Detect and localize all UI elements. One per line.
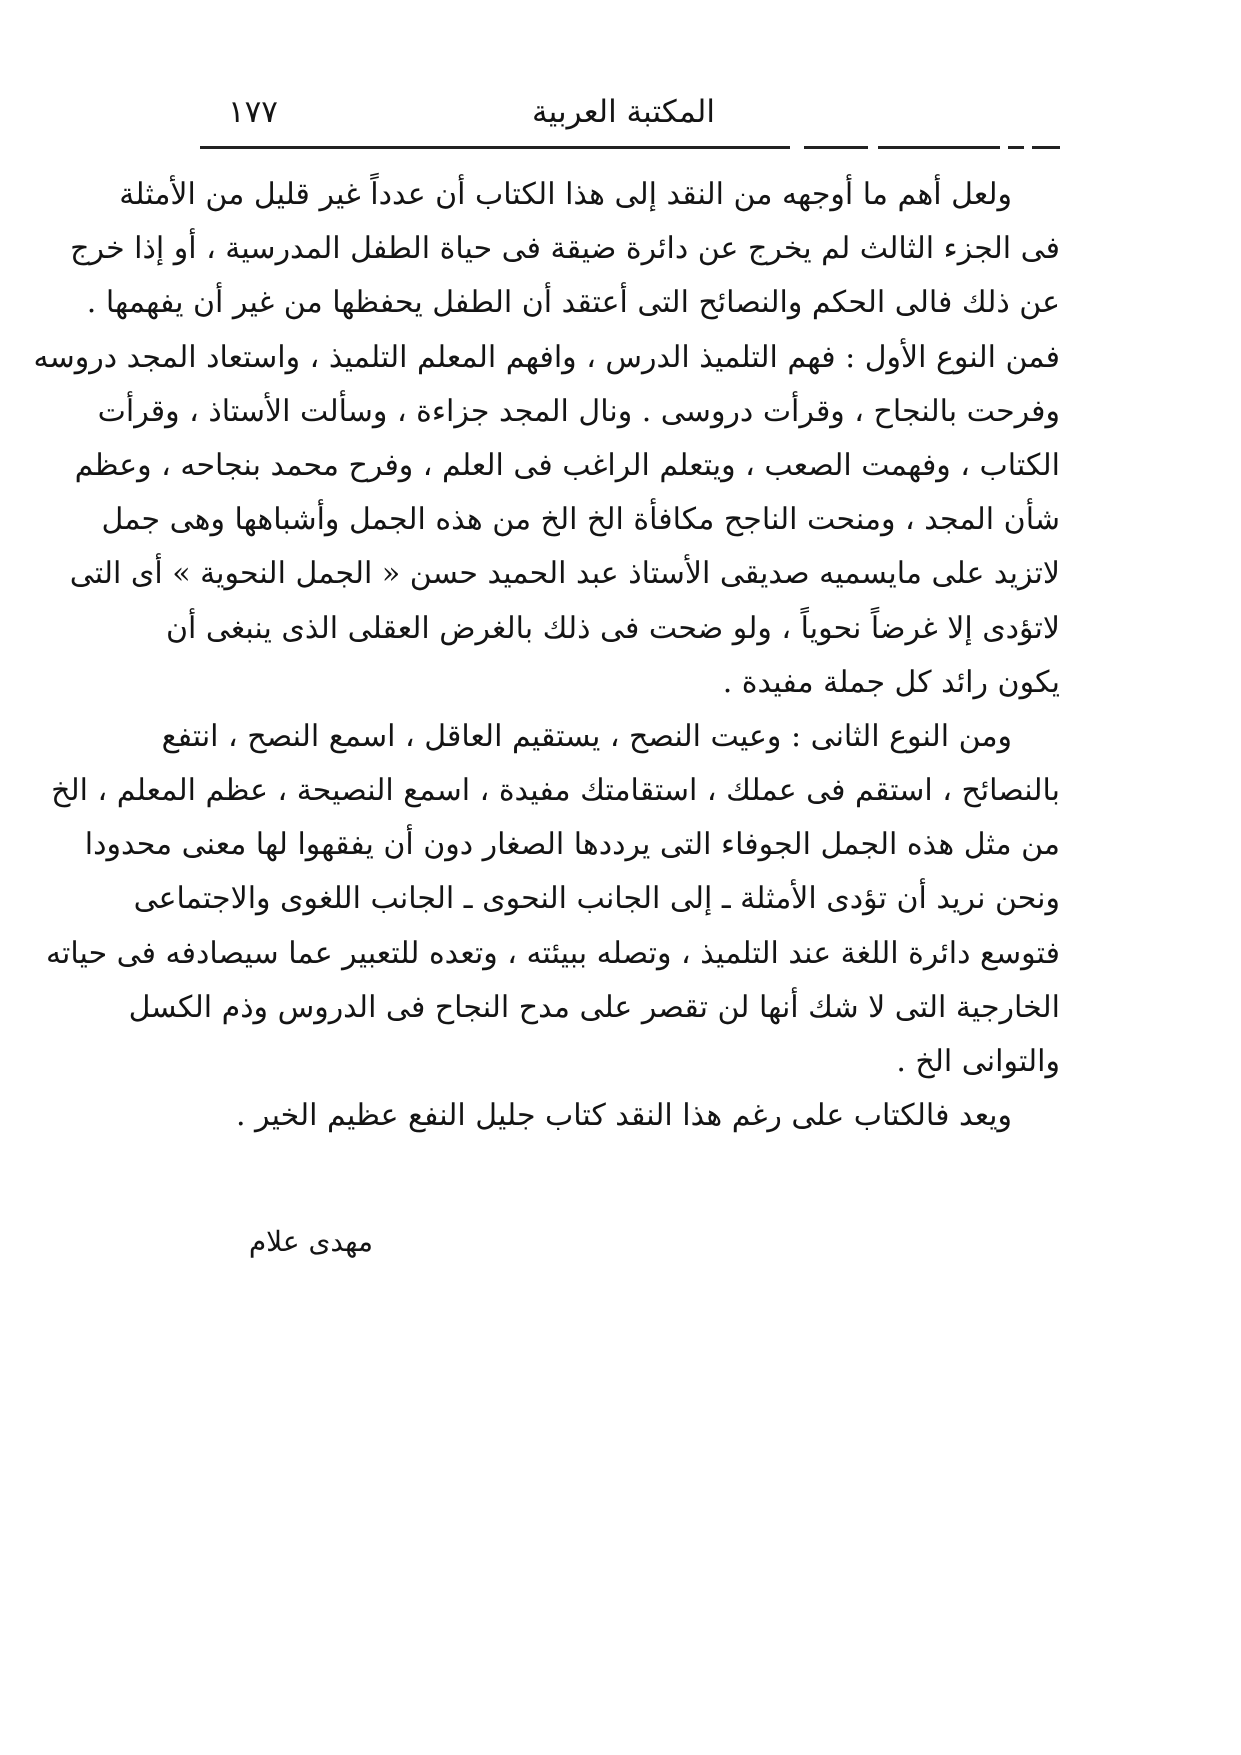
text-line: عن ذلك فالى الحكم والنصائح التى أعتقد أن الطفل يحفظها من غير أن يفهمها . (86, 285, 1060, 321)
author-signature: مهدى علام (248, 1225, 373, 1258)
text-line: بالنصائح ، استقم فى عملك ، استقامتك مفيدة ، اسمع النصيحة ، عظم المعلم ، الخ (51, 773, 1060, 809)
text-line: والتوانى الخ . (896, 1044, 1060, 1079)
header-rule-gap (790, 146, 804, 149)
header-rule-gap (868, 146, 878, 149)
text-line: الخارجية التى لا شك أنها لن تقصر على مدح النجاح فى الدروس وذم الكسل (128, 989, 1060, 1025)
text-line: ونحن نريد أن تؤدى الأمثلة ـ إلى الجانب النحوى ـ الجانب اللغوى والاجتماعى (133, 881, 1060, 917)
text-line: فتوسع دائرة اللغة عند التلميذ ، وتصله ببيئته ، وتعده للتعبير عما سيصادفه فى حياته (45, 935, 1060, 971)
text-line: لاتؤدى إلا غرضاً نحوياً ، ولو ضحت فى ذلك بالغرض العقلى الذى ينبغى أن (166, 610, 1060, 646)
body-text (33, 168, 1060, 1143)
text-line: ولعل أهم ما أوجهه من النقد إلى هذا الكتاب أن عدداً غير قليل من الأمثلة (119, 177, 1012, 212)
text-line: ويعد فالكتاب على رغم هذا النقد كتاب جليل النفع عظيم الخير . (235, 1098, 1012, 1134)
text-line: وفرحت بالنجاح ، وقرأت دروسى . ونال المجد جزاءة ، وسألت الأستاذ ، وقرأت (97, 393, 1060, 429)
text-line: شأن المجد ، ومنحت الناجح مكافأة الخ الخ من هذه الجمل وأشباهها وهى جمل (101, 502, 1060, 538)
header-rule-gap (1000, 146, 1008, 149)
text-line: لاتزيد على مايسميه صديقى الأستاذ عبد الحميد حسن « الجمل النحوية » أى التى (69, 556, 1060, 592)
text-line: من مثل هذه الجمل الجوفاء التى يرددها الصغار دون أن يفقهوا لها معنى محدودا (84, 827, 1060, 863)
page-number: ١٧٧ (228, 94, 278, 130)
header-rule-gap (1024, 146, 1032, 149)
text-line: فى الجزء الثالث لم يخرج عن دائرة ضيقة فى حياة الطفل المدرسية ، أو إذا خرج (70, 231, 1060, 267)
text-line: ومن النوع الثانى : وعيت النصح ، يستقيم العاقل ، اسمع النصح ، انتفع (161, 718, 1012, 754)
text-line: فمن النوع الأول : فهم التلميذ الدرس ، وافهم المعلم التلميذ ، واستعاد المجد دروسه (33, 339, 1060, 375)
running-title: المكتبة العربية (531, 94, 715, 130)
text-line: الكتاب ، وفهمت الصعب ، ويتعلم الراغب فى العلم ، وفرح محمد بنجاحه ، وعظم (74, 447, 1060, 483)
page-header (200, 92, 1060, 142)
header-rule (200, 146, 1060, 149)
text-line: يكون رائد كل جملة مفيدة . (722, 664, 1060, 700)
